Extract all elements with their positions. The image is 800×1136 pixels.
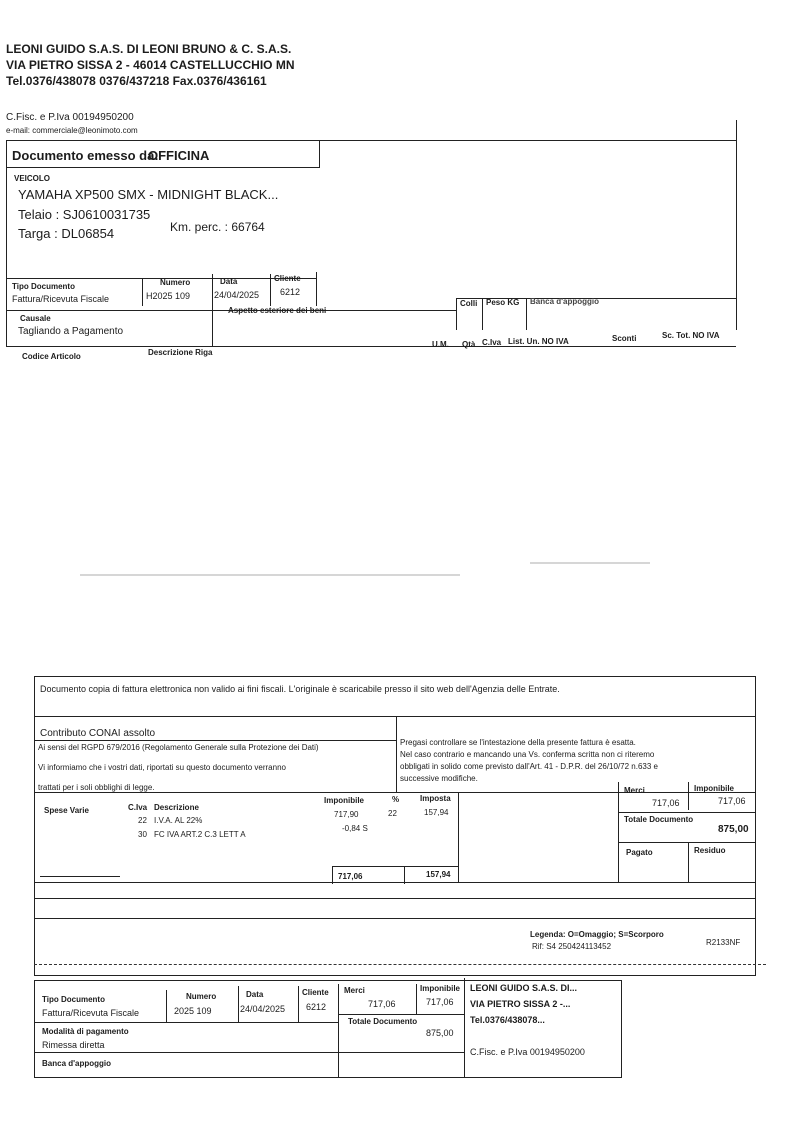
vat-row-1-imponibile: 717,90 — [334, 810, 359, 819]
stub-totale-label: Totale Documento — [348, 1017, 418, 1026]
doc-client-label: Cliente — [274, 274, 301, 283]
stub-cliente-value: 6212 — [306, 1002, 327, 1012]
residuo-label: Residuo — [694, 846, 726, 855]
footer-note: Documento copia di fattura elettronica non valido ai fini fiscali. L'originale è scaricabile presso il sito web dell'Agenzia delle Entrate. — [40, 684, 560, 694]
doc-client-value: 6212 — [280, 287, 301, 297]
notice-line-4: successive modifiche. — [400, 774, 478, 783]
stub-cliente-label: Cliente — [302, 988, 329, 997]
privacy-line-1: Ai sensi del RGPD 679/2016 (Regolamento Generale sulla Protezione dei Dati) — [38, 743, 319, 752]
company-address: VIA PIETRO SISSA 2 - 46014 CASTELLUCCHIO MN — [6, 58, 295, 72]
vat-row-2-code: 30 — [138, 830, 147, 839]
tear-line — [34, 964, 766, 965]
imponibile-label: Imponibile — [694, 784, 734, 793]
vat-row-2-desc: FC IVA ART.2 C.3 LETT A — [154, 830, 246, 839]
vat-row-1-desc: I.V.A. AL 22% — [154, 816, 203, 825]
doc-number-label: Numero — [160, 278, 191, 287]
colli-label: Colli — [460, 299, 478, 308]
company-email: e-mail: commerciale@leonimoto.com — [6, 126, 138, 135]
stub-merci-value: 717,06 — [368, 999, 396, 1009]
vat-imposta-label: Imposta — [420, 794, 451, 803]
stub-company-tax: C.Fisc. e P.Iva 00194950200 — [470, 1047, 585, 1057]
rif: Rif: S4 250424113452 — [532, 942, 612, 951]
vat-row-1-code: 22 — [138, 816, 147, 825]
vehicle-frame: Telaio : SJ0610031735 — [18, 207, 151, 222]
privacy-line-3: trattati per i soli obblighi di legge. — [38, 783, 155, 792]
doc-date-value: 24/04/2025 — [214, 290, 260, 300]
vat-civa-label: C.Iva — [128, 803, 148, 812]
pagato-label: Pagato — [626, 848, 653, 857]
merci-label: Merci — [624, 786, 645, 795]
causale-label: Causale — [20, 314, 51, 323]
stub-data-label: Data — [246, 990, 264, 999]
col-qta: Qtà — [462, 340, 476, 349]
col-descrizione: Descrizione Riga — [148, 348, 213, 357]
vat-row-1-imposta: 157,94 — [424, 808, 449, 817]
vehicle-km: Km. perc. : 66764 — [170, 220, 265, 234]
company-name: LEONI GUIDO S.A.S. DI LEONI BRUNO & C. S.A.S. — [6, 42, 292, 56]
spese-label: Spese Varie — [44, 806, 89, 815]
footer-code: R2133NF — [706, 938, 741, 947]
col-um: U.M. — [432, 340, 449, 349]
vehicle-model: YAMAHA XP500 SMX - MIDNIGHT BLACK... — [18, 187, 279, 202]
col-codice: Codice Articolo — [22, 352, 81, 361]
vat-perc-label: % — [392, 795, 400, 804]
vat-row-2-imponibile: -0,84 S — [342, 824, 368, 833]
imponibile-value: 717,06 — [718, 796, 746, 806]
stub-merci-label: Merci — [344, 986, 365, 995]
col-civa: C.Iva — [482, 338, 502, 347]
notice-line-1: Pregasi controllare se l'intestazione della presente fattura è esatta. — [400, 738, 636, 747]
totale-label: Totale Documento — [624, 815, 694, 824]
vehicle-plate: Targa : DL06854 — [18, 226, 115, 241]
peso-label: Peso KG — [486, 298, 520, 307]
doc-type-label: Tipo Documento — [12, 282, 75, 291]
stub-banca-label: Banca d'appoggio — [42, 1059, 112, 1068]
vehicle-label: VEICOLO — [14, 174, 51, 183]
stub-totale-value: 875,00 — [426, 1028, 454, 1038]
company-phones: Tel.0376/438078 0376/437218 Fax.0376/436161 — [6, 74, 267, 88]
stub-company-line-1: LEONI GUIDO S.A.S. DI... — [470, 983, 578, 993]
merci-value: 717,06 — [652, 798, 680, 808]
col-listino: List. Un. NO IVA — [508, 337, 569, 346]
stub-company-line-3: Tel.0376/438078... — [470, 1015, 545, 1025]
vat-total-imponibile: 717,06 — [338, 872, 363, 881]
stub-numero-label: Numero — [186, 992, 217, 1001]
company-tax-id: C.Fisc. e P.Iva 00194950200 — [6, 112, 134, 123]
col-sconti: Sconti — [612, 334, 637, 343]
stub-imponibile-label: Imponibile — [420, 984, 460, 993]
notice-line-3: obbligati in solido come previsto dall'Art. 41 - D.P.R. del 26/10/72 n.633 e — [400, 762, 658, 771]
vat-descr-label: Descrizione — [154, 803, 199, 812]
stub-pagamento-label: Modalità di pagamento — [42, 1027, 129, 1036]
col-sc-tot: Sc. Tot. NO IVA — [662, 331, 720, 340]
stub-numero-value: 2025 109 — [174, 1006, 212, 1016]
vat-row-1-perc: 22 — [388, 809, 397, 818]
stub-imponibile-value: 717,06 — [426, 997, 454, 1007]
doc-date-label: Data — [220, 277, 238, 286]
conai-label: Contributo CONAI assolto — [40, 728, 156, 739]
aspetto-label: Aspetto esteriore dei beni — [228, 306, 327, 315]
totale-value: 875,00 — [718, 824, 749, 835]
stub-company-line-2: VIA PIETRO SISSA 2 -... — [470, 999, 571, 1009]
doc-type-value: Fattura/Ricevuta Fiscale — [12, 294, 110, 304]
legend: Legenda: O=Omaggio; S=Scorporo — [530, 930, 664, 939]
stub-tipo-label: Tipo Documento — [42, 995, 105, 1004]
banca-label: Banca d'appoggio — [530, 297, 600, 306]
vat-imponibile-label: Imponibile — [324, 796, 364, 805]
vat-total-imposta: 157,94 — [426, 870, 451, 879]
stub-tipo-value: Fattura/Ricevuta Fiscale — [42, 1008, 140, 1018]
doc-number-value: H2025 109 — [146, 291, 191, 301]
issued-by-value: OFFICINA — [148, 148, 210, 163]
privacy-line-2: Vi informiamo che i vostri dati, riportati su questo documento verranno — [38, 763, 286, 772]
issued-by-label: Documento emesso da: — [12, 148, 159, 163]
causale-value: Tagliando a Pagamento — [18, 326, 124, 337]
stub-pagamento-value: Rimessa diretta — [42, 1040, 105, 1050]
notice-line-2: Nel caso contrario e mancando una Vs. conferma scritta non ci riteremo — [400, 750, 655, 759]
stub-data-value: 24/04/2025 — [240, 1004, 286, 1014]
